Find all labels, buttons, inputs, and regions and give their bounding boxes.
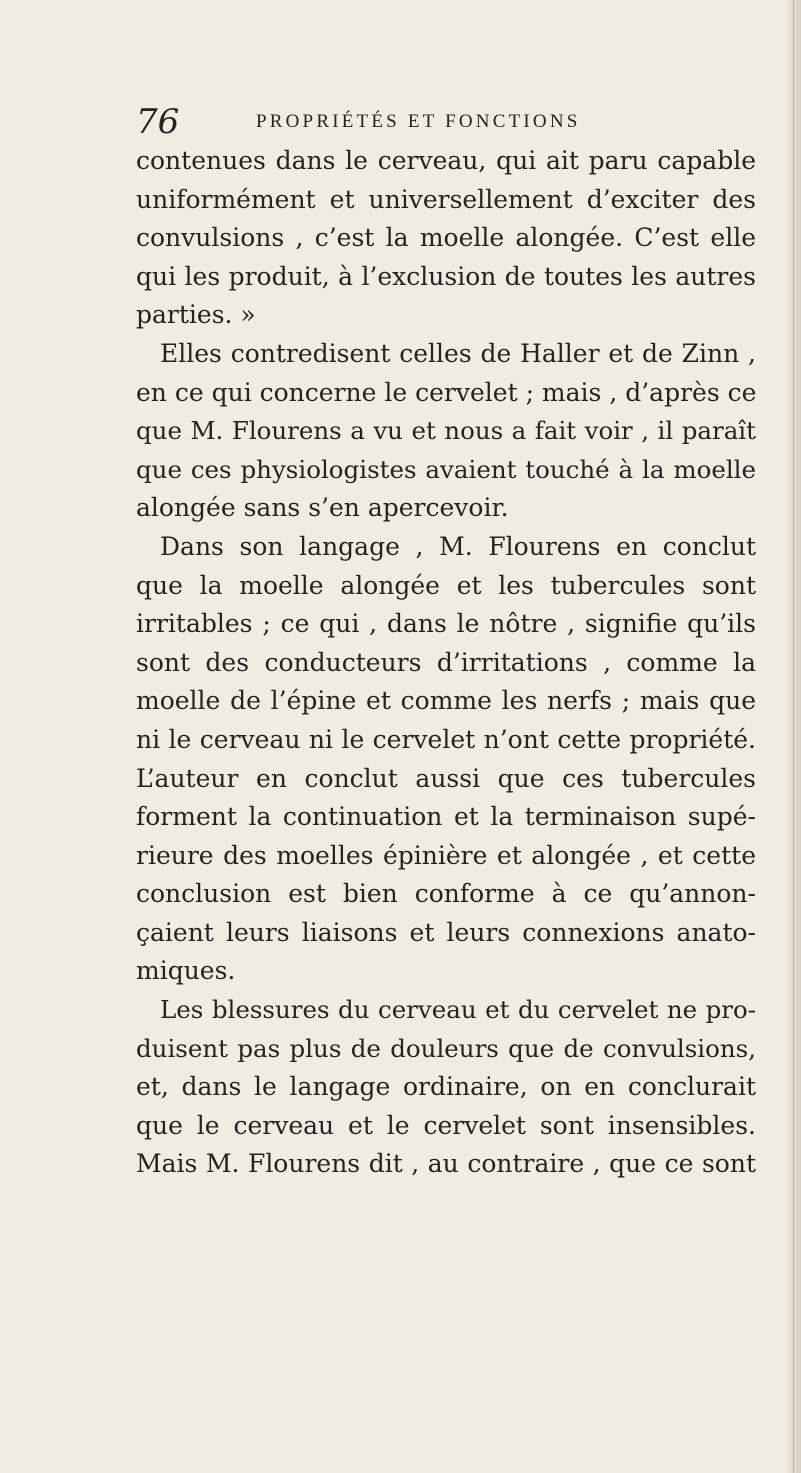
text-line: sont des conducteurs d’irritations , comme la — [136, 647, 756, 677]
page-edge — [787, 0, 801, 1473]
body-text — [136, 142, 756, 1184]
text-line: irritables ; ce qui , dans le nôtre , signifie qu’ils — [136, 609, 756, 639]
text-line: miques. — [136, 956, 236, 986]
text-line: L’auteur en conclut aussi que ces tubercules — [136, 763, 756, 793]
text-line: que le cerveau et le cervelet sont insensibles. — [136, 1110, 756, 1140]
text-line: moelle de l’épine et comme les nerfs ; mais que — [136, 686, 756, 716]
text-line: que ces physiologistes avaient touché à la moelle — [136, 454, 756, 484]
text-line: Mais M. Flourens dit , au contraire , que ce sont — [136, 1149, 756, 1179]
text-line: convulsions , c’est la moelle alongée. C’est elle — [136, 223, 756, 253]
text-line: duisent pas plus de douleurs que de convulsions, — [136, 1033, 756, 1063]
text-line: Les blessures du cerveau et du cervelet ne pro- — [160, 995, 756, 1025]
text-line: parties. » — [136, 300, 256, 330]
text-line: alongée sans s’en apercevoir. — [136, 493, 509, 523]
text-line: en ce qui concerne le cervelet ; mais , d’après ce — [136, 377, 757, 407]
page-header — [136, 100, 676, 144]
text-line: uniformément et universellement d’exciter des — [136, 184, 756, 214]
text-line: conclusion est bien conforme à ce qu’annon- — [136, 879, 756, 909]
text-line: ni le cerveau ni le cervelet n’ont cette propriété. — [136, 724, 756, 754]
page-number: 76 — [136, 102, 180, 142]
page-edge-shadow — [793, 0, 794, 1473]
text-line: contenues dans le cerveau, qui ait paru capable — [136, 146, 756, 175]
text-line: que la moelle alongée et les tubercules sont — [136, 570, 756, 600]
text-line: qui les produit, à l’exclusion de toutes les autres — [136, 261, 756, 291]
running-head: PROPRIÉTÉS ET FONCTIONS — [256, 111, 581, 132]
text-line: rieure des moelles épinière et alongée , et cette — [136, 840, 756, 870]
text-line: çaient leurs liaisons et leurs connexions anato- — [136, 917, 756, 947]
text-line: Dans son langage , M. Flourens en conclut — [160, 531, 756, 561]
text-line: et, dans le langage ordinaire, on en conclurait — [136, 1072, 756, 1102]
text-line: que M. Flourens a vu et nous a fait voir , il paraît — [136, 416, 756, 446]
text-line: forment la continuation et la terminaison supé- — [136, 802, 756, 832]
text-line: Elles contredisent celles de Haller et de Zinn , — [160, 338, 756, 368]
